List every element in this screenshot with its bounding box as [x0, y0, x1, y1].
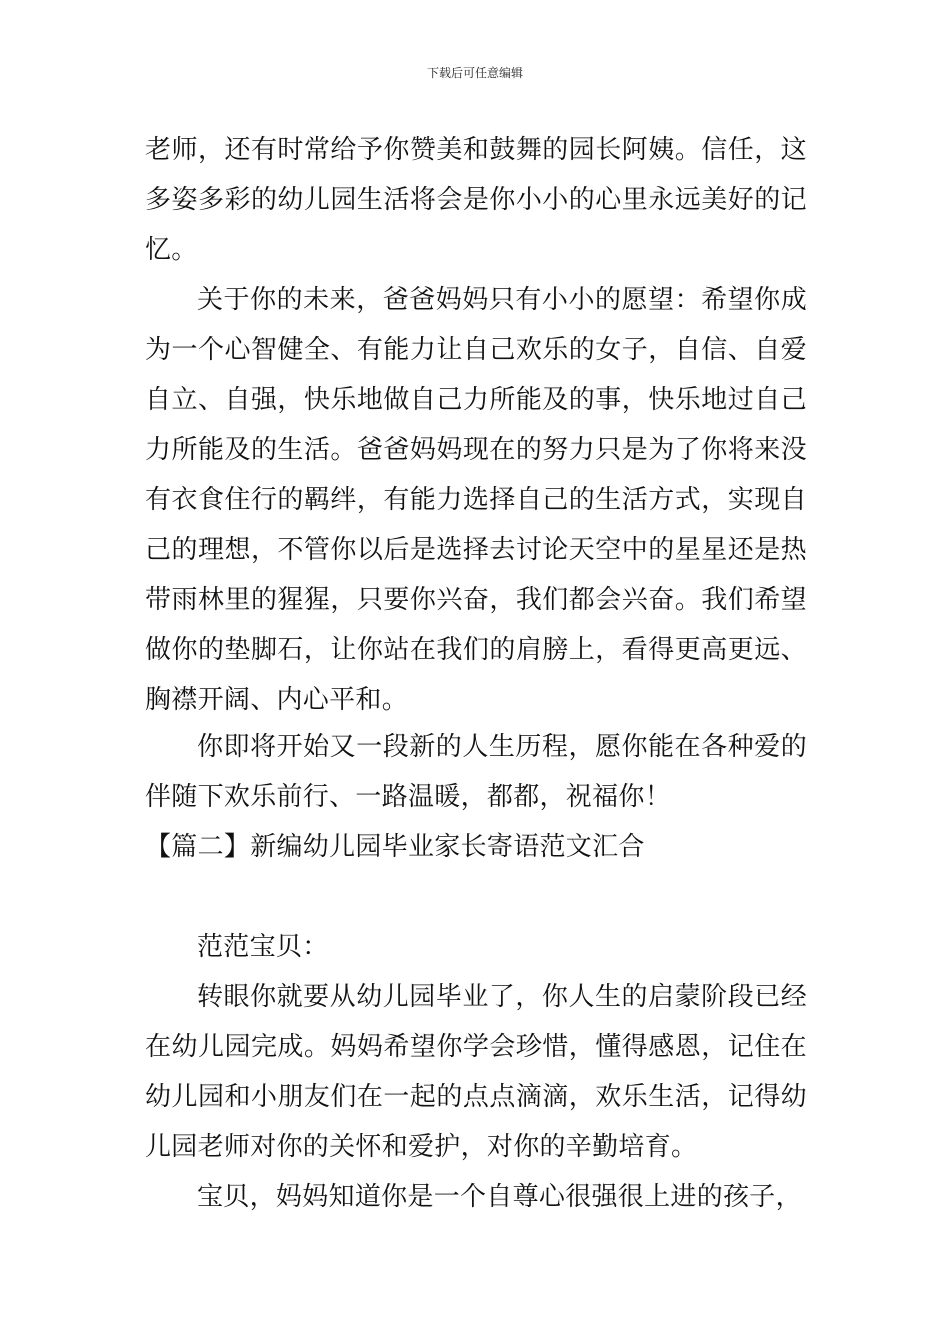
paragraph-blessing: 你即将开始又一段新的人生历程，愿你能在各种爱的伴随下欢乐前行、一路温暖，都都，祝福你！ [145, 732, 807, 812]
paragraph-future-wishes: 关于你的未来，爸爸妈妈只有小小的愿望：希望你成为一个心智健全、有能力让自己欢乐的女子，自信、自爱自立、自强，快乐地做自己力所能及的事，快乐地过自己力所能及的生活。爸爸妈妈现在的努力只是为了你将来没有衣食住行的羁绊，有能力选择自己的生活方式，实现自己的理想，不管你以后是选择去讨论天空中的星星还是热带雨林里的猩猩，只要你兴奋，我们都会兴奋。我们希望做你的垫脚石，让你站在我们的肩膀上，看得更高更远、胸襟开阔、内心平和。 [145, 285, 807, 715]
paragraph-continuation: 老师，还有时常给予你赞美和鼓舞的园长阿姨。信任，这多姿多彩的幼儿园生活将会是你小小的心里永远美好的记忆。 [145, 135, 807, 265]
paragraph-self-esteem: 宝贝，妈妈知道你是一个自尊心很强很上进的孩子， [197, 1182, 802, 1212]
letter-greeting: 范范宝贝： [197, 932, 329, 962]
section-heading: 【篇二】新编幼儿园毕业家长寄语范文汇合 [145, 832, 645, 862]
page-header: 下载后可任意编辑 [426, 66, 523, 80]
paragraph-graduation: 转眼你就要从幼儿园毕业了，你人生的启蒙阶段已经在幼儿园完成。妈妈希望你学会珍惜，懂得感恩，记住在幼儿园和小朋友们在一起的点点滴滴，欢乐生活，记得幼儿园老师对你的关怀和爱护，对你的辛勤培育。 [145, 982, 807, 1162]
